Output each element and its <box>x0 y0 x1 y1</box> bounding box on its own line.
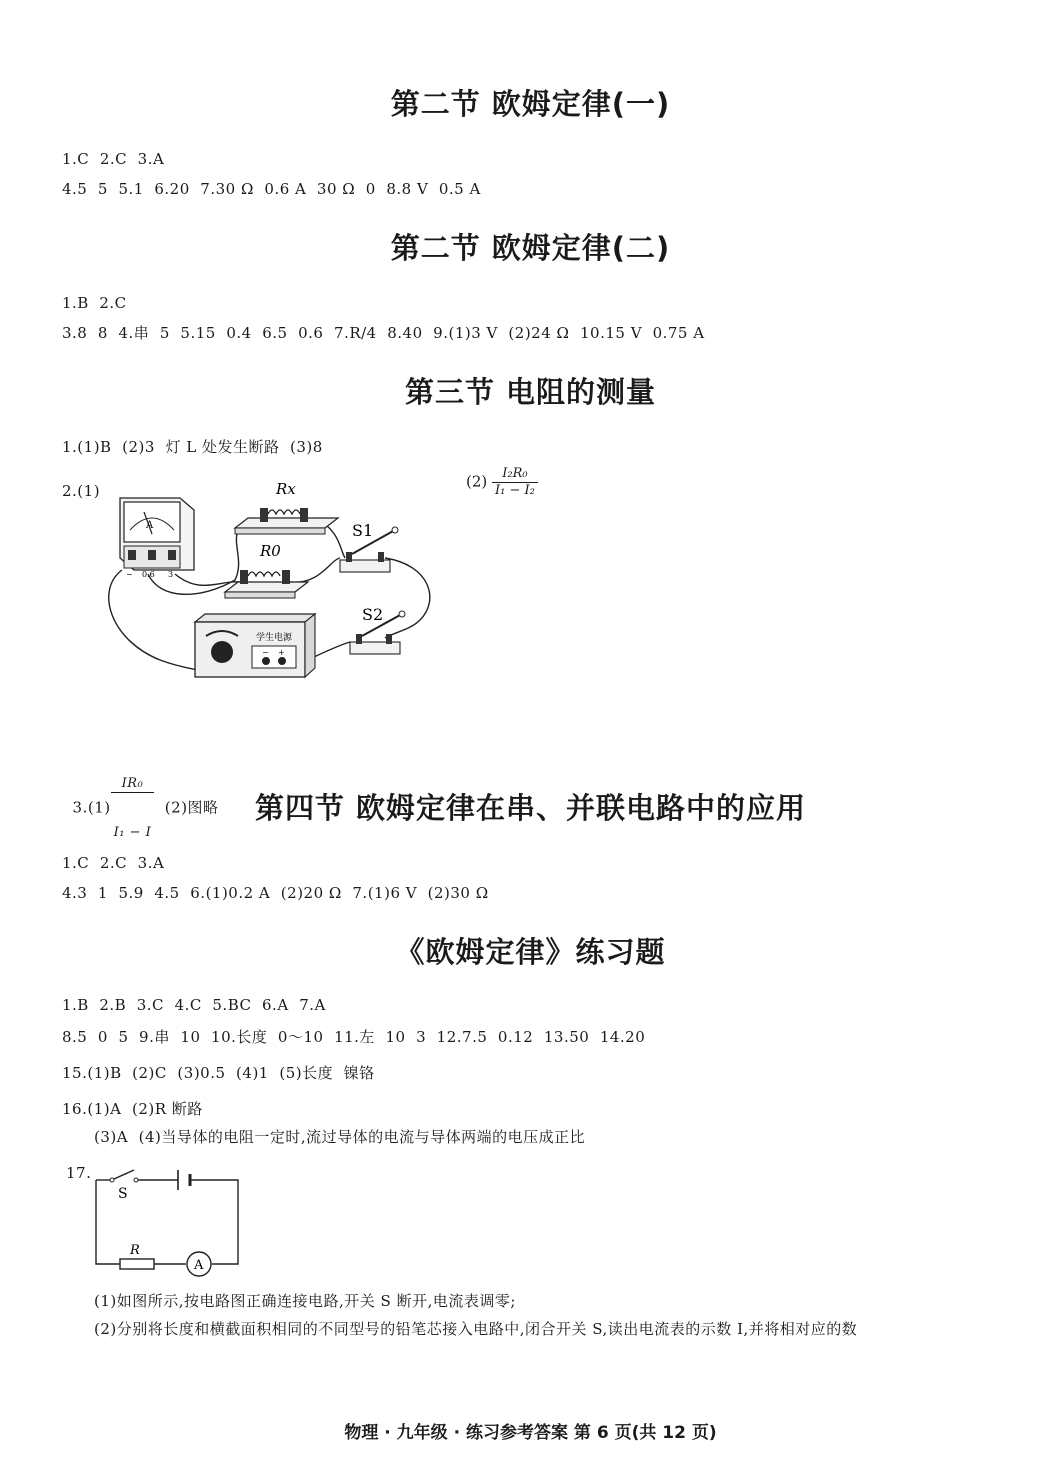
wire <box>96 1180 120 1264</box>
section-title-5: 《欧姆定律》练习题 <box>395 935 666 969</box>
power-supply <box>195 614 315 677</box>
question-2-part2 <box>466 466 538 499</box>
wire <box>190 1180 238 1264</box>
supply-minus: − <box>262 648 269 657</box>
answer-line: 1.B 2.B 3.C 4.C 5.BC 6.A 7.A <box>62 996 326 1014</box>
resistor-rx-board <box>235 480 338 534</box>
meter-terminal-3: 3 <box>168 570 174 579</box>
battery-symbol <box>178 1170 190 1190</box>
resistor-label: R <box>130 1243 140 1258</box>
answer-line: 15.(1)B (2)C (3)0.5 (4)1 (5)长度 镍铬 <box>62 1064 375 1082</box>
answer-line: (2)分别将长度和横截面积相同的不同型号的铅笔芯接入电路中,闭合开关 S,读出电流表的示数 I,并将相对应的数 <box>94 1320 858 1338</box>
circuit-diagram <box>90 1168 250 1280</box>
answer-line: 16.(1)A (2)R 断路 <box>62 1100 203 1118</box>
answer-line: 3.8 8 4.串 5 5.15 0.4 6.5 0.6 7.R/4 8.40 9.(1)3 V (2)24 Ω 10.15 V 0.75 A <box>62 324 705 342</box>
q2-fraction <box>492 466 538 499</box>
section-title-2: 第二节 欧姆定律(二) <box>390 231 671 265</box>
supply-plus: + <box>278 648 285 657</box>
answer-line: 1.C 2.C 3.A <box>62 854 165 872</box>
question-17-prefix: 17. <box>66 1164 92 1182</box>
answer-line: 1.B 2.C <box>62 294 127 312</box>
wire <box>385 558 430 638</box>
section-title-1: 第二节 欧姆定律(一) <box>390 87 671 121</box>
label-r0: R0 <box>260 542 281 560</box>
resistor-symbol <box>120 1243 154 1269</box>
switch-s1 <box>340 521 398 572</box>
ammeter-device <box>120 498 194 579</box>
page-footer: 物理 · 九年级 · 练习参考答案 第 6 页(共 12 页) <box>344 1423 717 1443</box>
answer-line: 4.5 5 5.1 6.20 7.30 Ω 0.6 A 30 Ω 0 8.8 V 0.5 A <box>62 180 481 198</box>
ammeter-letter: A <box>146 520 154 531</box>
question-2-prefix: 2.(1) <box>62 482 101 500</box>
apparatus-diagram <box>100 470 460 690</box>
answer-line: (1)如图所示,按电路图正确连接电路,开关 S 断开,电流表调零; <box>94 1292 516 1310</box>
q3-fraction-denominator: I₁ − I <box>113 825 152 840</box>
meter-terminal-0-6: 0.6 <box>142 570 155 579</box>
switch-s2 <box>350 605 405 654</box>
section-title-4: 第四节 欧姆定律在串、并联电路中的应用 <box>254 791 807 825</box>
switch-s-symbol <box>96 1170 138 1202</box>
ammeter-symbol <box>187 1252 211 1276</box>
section-title-3: 第三节 电阻的测量 <box>404 375 657 409</box>
q2-fraction-numerator: I₂R₀ <box>492 466 538 483</box>
supply-name: 学生电源 <box>256 633 293 643</box>
q3-prefix: 3.(1) <box>72 798 111 817</box>
answer-line: 8.5 0 5 9.串 10 10.长度 0～10 11.左 10 3 12.7.5 0.12 13.50 14.20 <box>62 1028 646 1046</box>
q3-suffix: (2)图略 <box>164 798 219 817</box>
answer-line: (3)A (4)当导体的电阻一定时,流过导体的电流与导体两端的电压成正比 <box>94 1128 586 1146</box>
label-s1: S1 <box>352 521 374 540</box>
answer-line: 1.(1)B (2)3 灯 L 处发生断路 (3)8 <box>62 438 323 456</box>
label-s2: S2 <box>362 605 384 624</box>
q2-part2-prefix: (2) <box>466 472 488 491</box>
answer-line: 1.C 2.C 3.A <box>62 150 165 168</box>
label-rx: Rx <box>276 480 296 498</box>
wire <box>175 574 240 585</box>
wire <box>290 558 340 582</box>
switch-label: S <box>118 1186 128 1202</box>
meter-terminal-minus: − <box>126 570 133 579</box>
q3-fraction-numerator: IR₀ <box>111 776 155 793</box>
q2-fraction-denominator: I₁ − I₂ <box>495 483 535 498</box>
answer-line: 4.3 1 5.9 4.5 6.(1)0.2 A (2)20 Ω 7.(1)6 V (2)30 Ω <box>62 884 489 902</box>
ammeter-label: A <box>194 1258 204 1273</box>
